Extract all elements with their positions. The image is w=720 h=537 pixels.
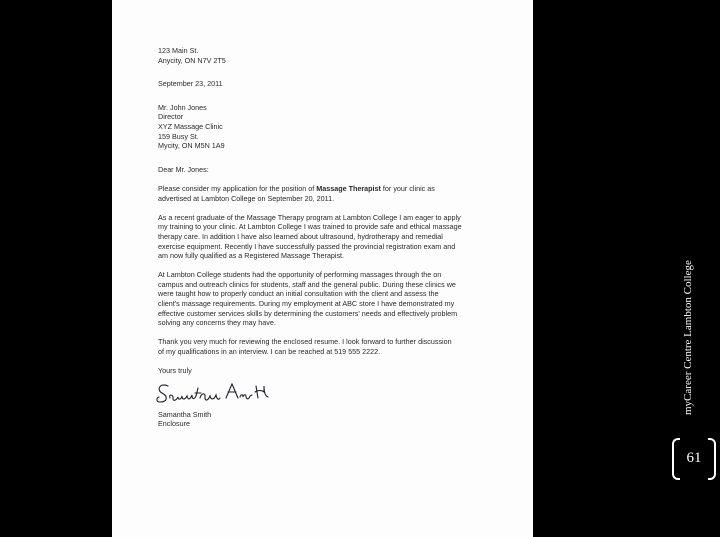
paragraph-4	[158, 337, 493, 356]
paragraph-line: At Lambton College students had the opportunity of performing massages through the on	[158, 270, 442, 280]
paragraph-2	[158, 213, 493, 261]
recipient-line: Director	[158, 112, 184, 122]
salutation: Dear Mr. Jones:	[158, 164, 209, 174]
salutation-block	[158, 165, 493, 175]
paragraph-line: effective customer services skills by determining the customers' needs and effectively problem	[158, 308, 458, 318]
paragraph-line: campus and outreach clinics for students, staff and the general public. During these clinics we	[158, 279, 456, 289]
recipient-line: 159 Busy St.	[158, 131, 199, 141]
paragraph-line: Thank you very much for reviewing the enclosed resume. I look forward to further discussion	[158, 337, 452, 347]
paragraph-line: my training to your clinic. At Lambton College I was trained to provide safe and ethical massage	[158, 222, 462, 232]
paragraph-line	[158, 184, 493, 194]
paragraph-text: Please consider my application for the position of	[158, 183, 317, 193]
sender-address	[158, 46, 493, 65]
paragraph-line: solving any concerns they may have.	[158, 318, 276, 328]
recipient-line: Mycity, ON M5N 1A9	[158, 141, 225, 151]
recipient-line: XYZ Massage Clinic	[158, 121, 223, 131]
signer-block	[158, 410, 493, 429]
page-number: 61	[686, 450, 702, 466]
page-number-badge	[672, 438, 716, 478]
paragraph-line: therapy care. In addition I have also learned about ultrasound, hydrotherapy and remedial	[158, 231, 443, 241]
paragraph-line: As a recent graduate of the Massage Therapy program at Lambton College I am eager to apply	[158, 212, 461, 222]
side-caption: myCareer Centre Lambton College	[682, 260, 694, 415]
paragraph-line: advertised at Lambton College on September 20, 2011.	[158, 193, 335, 203]
letter-page	[112, 0, 533, 537]
signature-graphic	[154, 376, 274, 410]
position-title: Massage Therapist	[316, 183, 381, 193]
recipient-line: Mr. John Jones	[158, 102, 207, 112]
enclosure-note: Enclosure	[158, 419, 190, 429]
cover-letter	[158, 46, 493, 429]
sender-address-line: 123 Main St.	[158, 46, 199, 55]
paragraph-line: client's massage requirements. During my employment at ABC store I have demonstrated my	[158, 299, 455, 309]
signature	[158, 380, 493, 408]
recipient-address	[158, 103, 493, 151]
closing-block	[158, 366, 493, 376]
sender-address-line: Anycity, ON N7V 2T5	[158, 55, 226, 65]
paragraph-3	[158, 270, 493, 328]
paragraph-1	[158, 184, 493, 203]
paragraph-text: for your clinic as	[380, 183, 435, 193]
paragraph-line: of my qualifications in an interview. I can be reached at 519 555 2222.	[158, 347, 381, 357]
closing: Yours truly	[158, 366, 192, 376]
right-bracket-icon	[708, 438, 716, 480]
paragraph-line: exercise equipment. Recently I have successfully passed the provincial registration exam and	[158, 241, 456, 251]
letter-date: September 23, 2011	[158, 79, 223, 89]
signer-name: Samantha Smith	[158, 409, 212, 419]
paragraph-line: am now fully qualified as a Registered Massage Therapist.	[158, 251, 345, 261]
left-bracket-icon	[672, 438, 680, 480]
paragraph-line: were taught how to properly conduct an initial consultation with the client and assess the	[158, 289, 439, 299]
letter-date-block	[158, 79, 493, 89]
